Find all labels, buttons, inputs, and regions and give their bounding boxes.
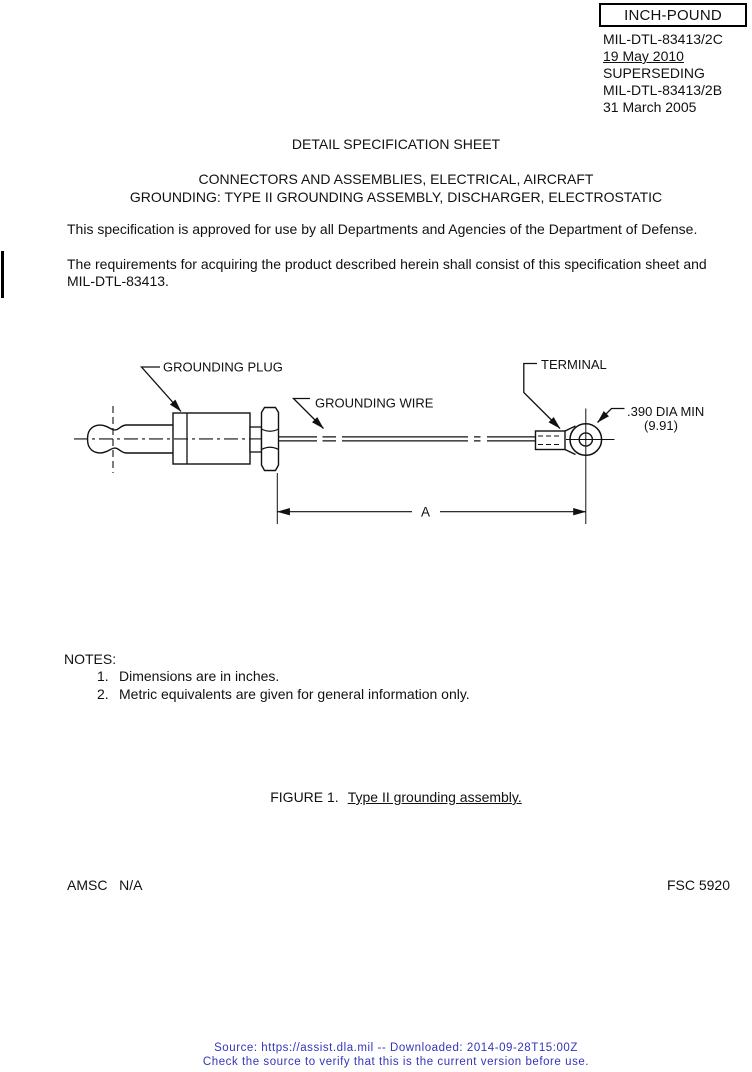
note-item	[64, 686, 470, 703]
superseding-label: SUPERSEDING	[603, 65, 705, 81]
grounding-wire-line	[279, 437, 536, 441]
diameter-leader	[598, 409, 625, 423]
requirements-line-2: MIL-DTL-83413.	[67, 273, 169, 290]
superseded-id: MIL-DTL-83413/2B	[603, 82, 723, 98]
doc-subtitle	[40, 171, 752, 206]
diameter-label: .390 DIA MIN	[627, 404, 705, 419]
notes-heading: NOTES:	[64, 651, 117, 667]
source-footer-line-1: Source: https://assist.dla.mil -- Downloaded: 2014-09-28T15:00Z	[214, 1042, 578, 1054]
figure-caption-prefix: FIGURE 1.	[270, 789, 339, 805]
amsc-fsc-row	[67, 877, 730, 893]
amsc-label: AMSC N/A	[67, 877, 143, 893]
grounding-plug-label: GROUNDING PLUG	[163, 359, 283, 375]
note-text: Metric equivalents are given for general information only.	[119, 685, 470, 702]
spec-id-block	[603, 31, 723, 116]
dimension-a-label: A	[421, 504, 431, 520]
diameter-metric-label: (9.91)	[644, 418, 678, 433]
source-footer	[40, 1042, 752, 1069]
subtitle-line-1: CONNECTORS AND ASSEMBLIES, ELECTRICAL, AIRCRAFT	[198, 171, 594, 187]
figure-diagram	[0, 340, 752, 550]
inch-pound-stamp	[599, 3, 747, 27]
terminal-label: TERMINAL	[541, 357, 607, 372]
change-bar	[1, 251, 4, 298]
doc-title: DETAIL SPECIFICATION SHEET	[291, 136, 501, 152]
requirements-line-1: The requirements for acquiring the product described herein shall consist of this specification sheet and	[67, 256, 707, 272]
source-footer-line-2: Check the source to verify that this is the current version before use.	[202, 1055, 590, 1068]
superseded-date: 31 March 2005	[603, 99, 697, 115]
terminal-barrel	[536, 431, 566, 450]
doc-id: MIL-DTL-83413/2C	[603, 31, 723, 47]
note-number: 2.	[97, 685, 109, 702]
figure-caption	[40, 789, 752, 805]
notes-section	[64, 651, 470, 703]
approval-paragraph: This specification is approved for use by all Departments and Agencies of the Department of Defense.	[67, 221, 698, 237]
doc-date: 19 May 2010	[603, 48, 684, 64]
plug-groove	[250, 427, 262, 452]
figure-caption-title: Type II grounding assembly.	[347, 789, 522, 805]
inch-pound-label: INCH-POUND	[624, 6, 722, 24]
figure-1-drawing	[0, 340, 752, 550]
hex-nut	[262, 408, 279, 471]
terminal-leader	[524, 364, 560, 429]
grounding-wire-label: GROUNDING WIRE	[315, 395, 434, 411]
note-number: 1.	[97, 668, 109, 685]
note-item	[64, 668, 470, 685]
requirements-paragraph	[67, 256, 752, 290]
fsc-label: FSC 5920	[666, 877, 730, 893]
note-text: Dimensions are in inches.	[119, 668, 280, 685]
subtitle-line-2: GROUNDING: TYPE II GROUNDING ASSEMBLY, DISCHARGER, ELECTROSTATIC	[129, 188, 663, 205]
